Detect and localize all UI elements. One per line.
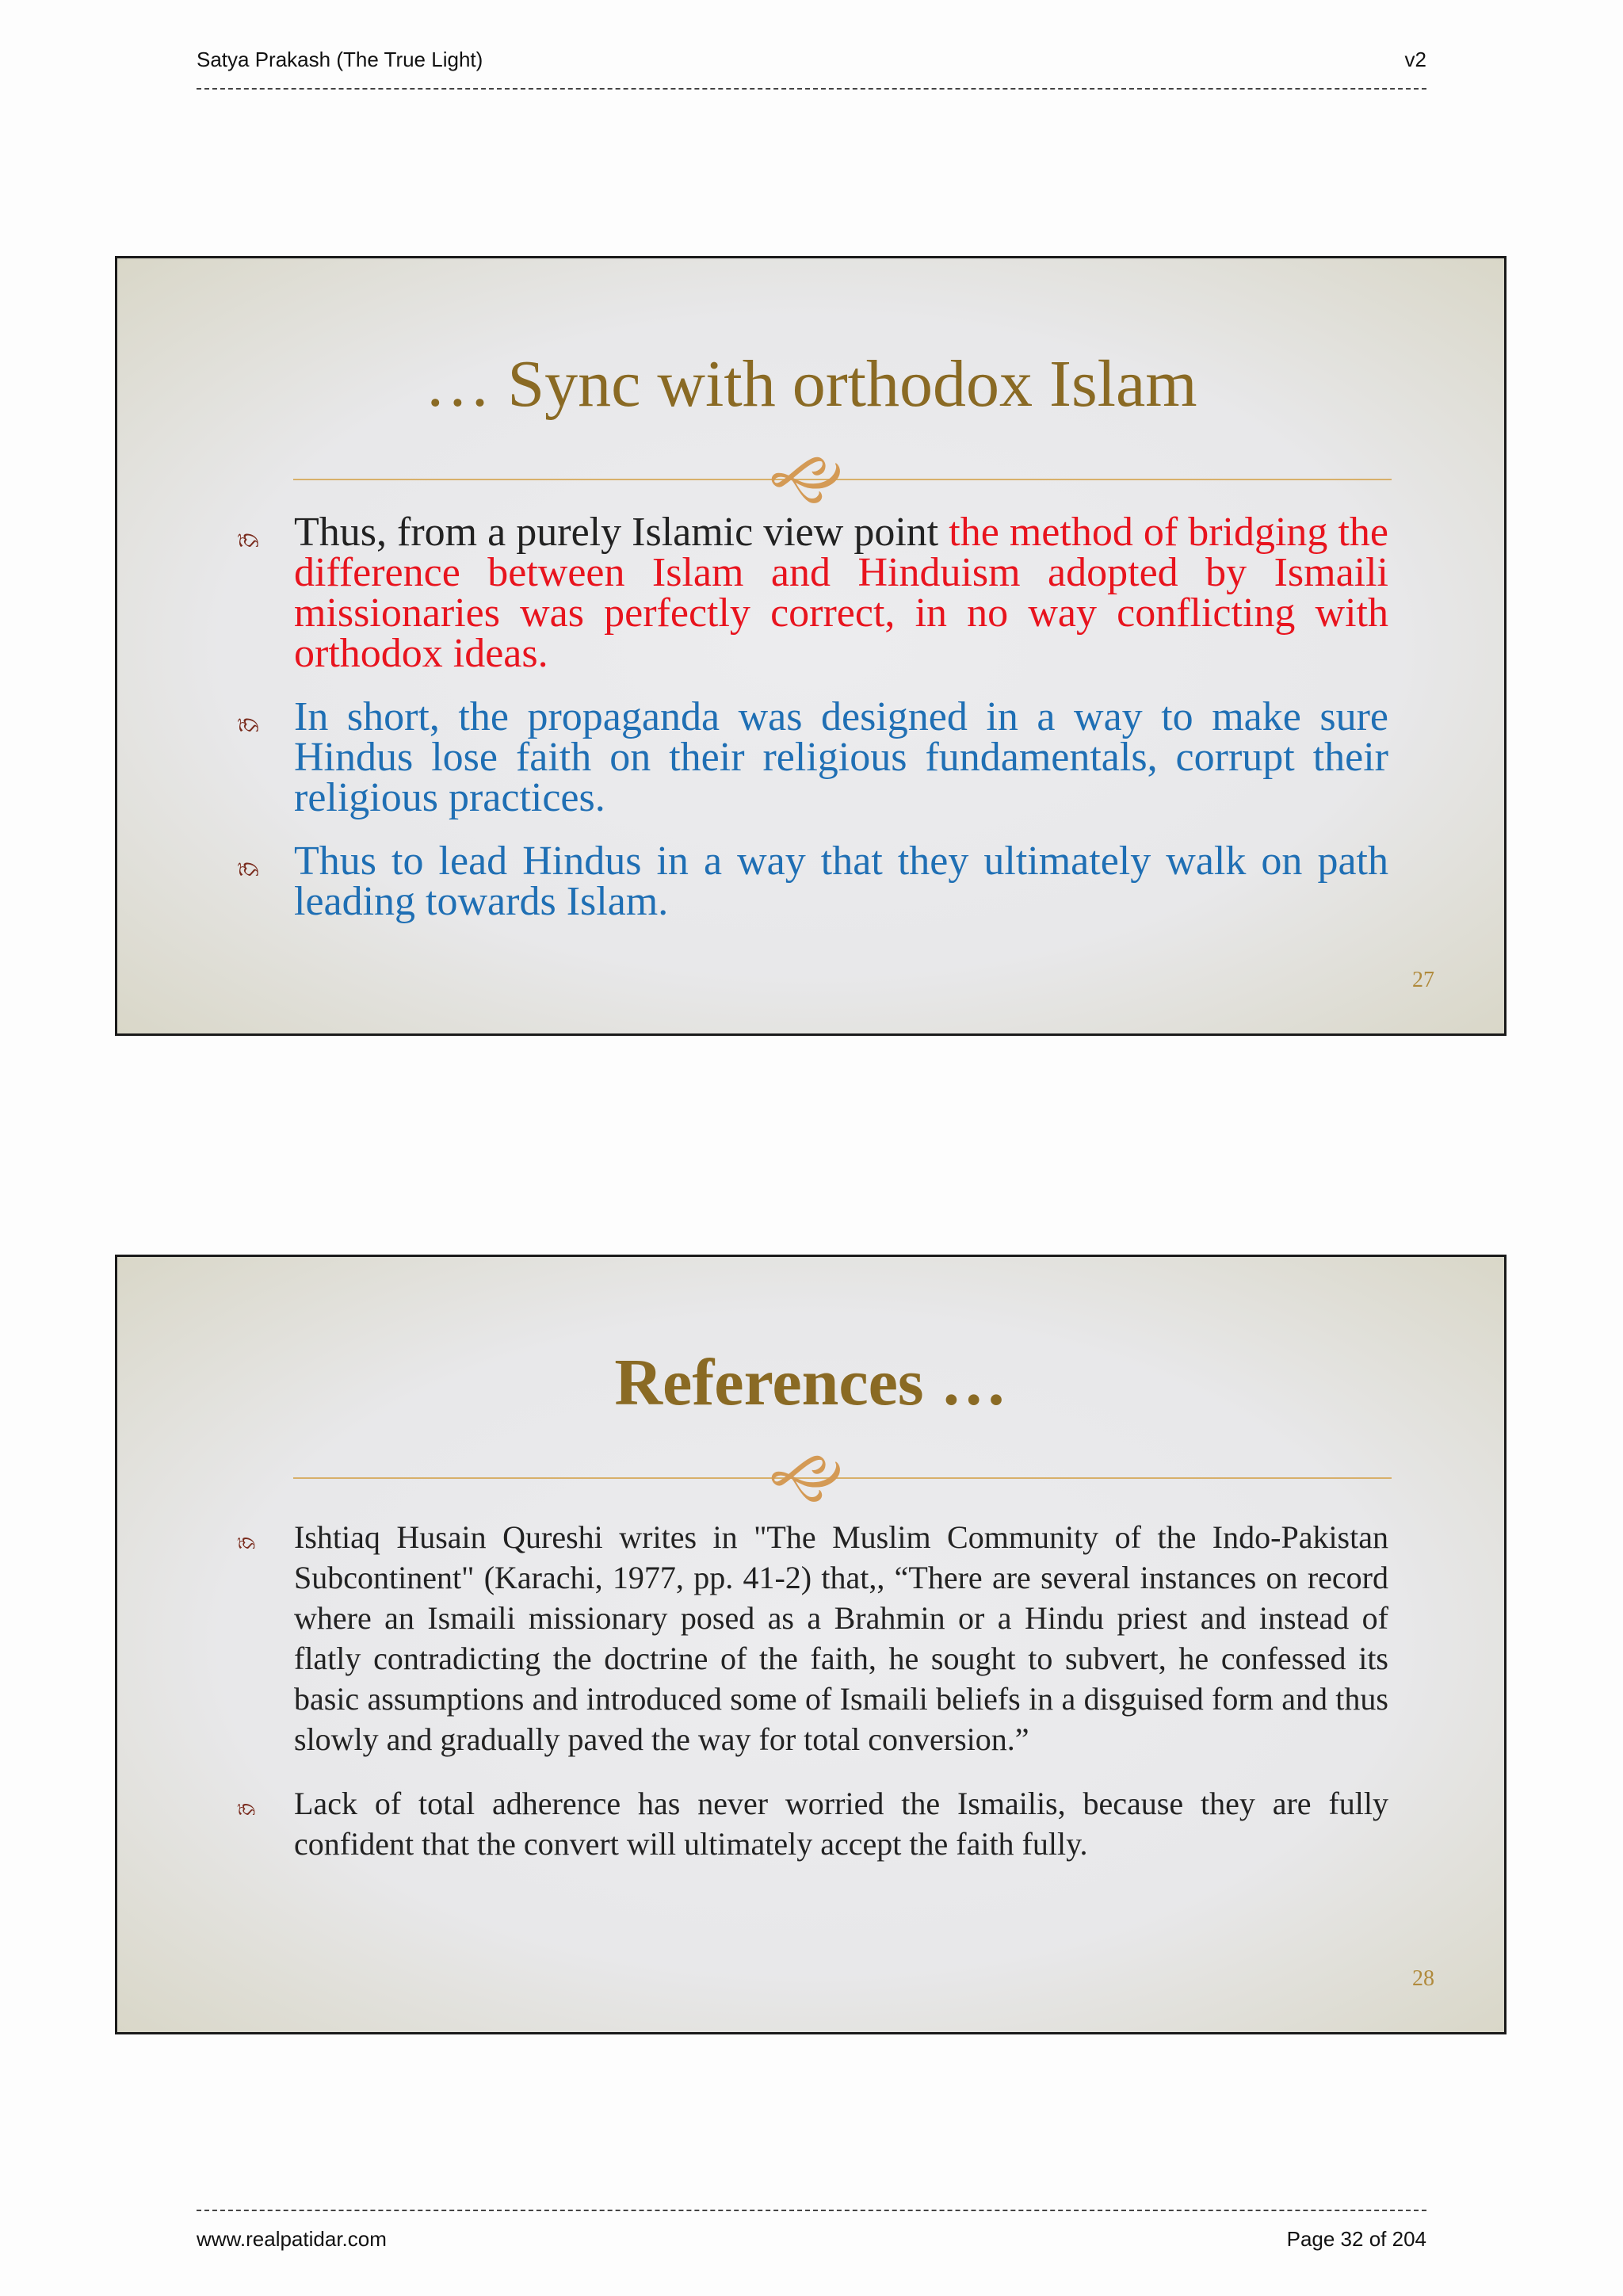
bullet-text-highlight: the method of bridging the difference between Islam and Hinduism adopted by Ismaili missionaries was perfectly correct, in no way conflicting with orthodox ideas.	[294, 510, 1388, 676]
slide-title: References …	[614, 1346, 1007, 1419]
footer-divider	[197, 2210, 1426, 2211]
slide-27	[115, 256, 1507, 1036]
list-item	[236, 1517, 1388, 1759]
bullet-text: Thus, from a purely Islamic view point	[294, 510, 949, 555]
title-rule-right	[869, 1477, 1392, 1479]
bullet-text: In short, the propaganda was designed in a way to make sure Hindus lose faith on their religious fundamentals, corrupt their religious practices.	[294, 694, 1388, 820]
slide-28	[115, 1255, 1507, 2034]
site-link[interactable]: www.realpatidar.com	[197, 2227, 387, 2251]
slide-title: … Sync with orthodox Islam	[424, 347, 1197, 421]
page-counter: Page 32 of 204	[1286, 2227, 1426, 2251]
bullet-list	[236, 512, 1388, 922]
document-version: v2	[1404, 48, 1426, 71]
header-divider	[197, 88, 1426, 90]
double-curl-bullet-icon: 🙒	[236, 1791, 256, 1821]
list-item	[236, 512, 1388, 674]
double-curl-bullet-icon: 🙒	[236, 519, 260, 554]
double-curl-bullet-icon: 🙒	[236, 704, 260, 739]
bullet-text: Ishtiaq Husain Qureshi writes in "The Muslim Community of the Indo-Pakistan Subcontinent" (Karachi, 1977, pp. 41-2) that,, “There are several instances on record where an Ismaili missionary posed as a Brahmin or a Hindu priest and instead of flatly contradicting the doctrine of the faith, he sought to subvert, he confessed its basic assumptions and introduced some of Ismaili beliefs in a disguised form and thus slowly and gradually paved the way for total conversion.”	[294, 1519, 1388, 1757]
bullet-text: Thus to lead Hindus in a way that they ultimately walk on path leading towards Islam.	[294, 839, 1388, 924]
list-item	[236, 841, 1388, 922]
slide-number: 27	[1412, 968, 1434, 992]
double-curl-bullet-icon: 🙒	[236, 1525, 256, 1555]
bullet-text: Lack of total adherence has never worried the Ismailis, because they are fully confident that the convert will ultimately accept the faith fully.	[294, 1786, 1388, 1862]
bullet-list	[236, 1517, 1388, 1864]
list-item	[236, 694, 1388, 820]
title-rule-right	[869, 479, 1392, 480]
list-item	[236, 1783, 1388, 1864]
scroll-ornament-icon: 🙙	[761, 1435, 836, 1523]
scroll-ornament-icon: 🙙	[761, 436, 836, 525]
double-curl-bullet-icon: 🙒	[236, 848, 260, 883]
document-title: Satya Prakash (The True Light)	[197, 48, 483, 71]
slide-number: 28	[1412, 1966, 1434, 1991]
